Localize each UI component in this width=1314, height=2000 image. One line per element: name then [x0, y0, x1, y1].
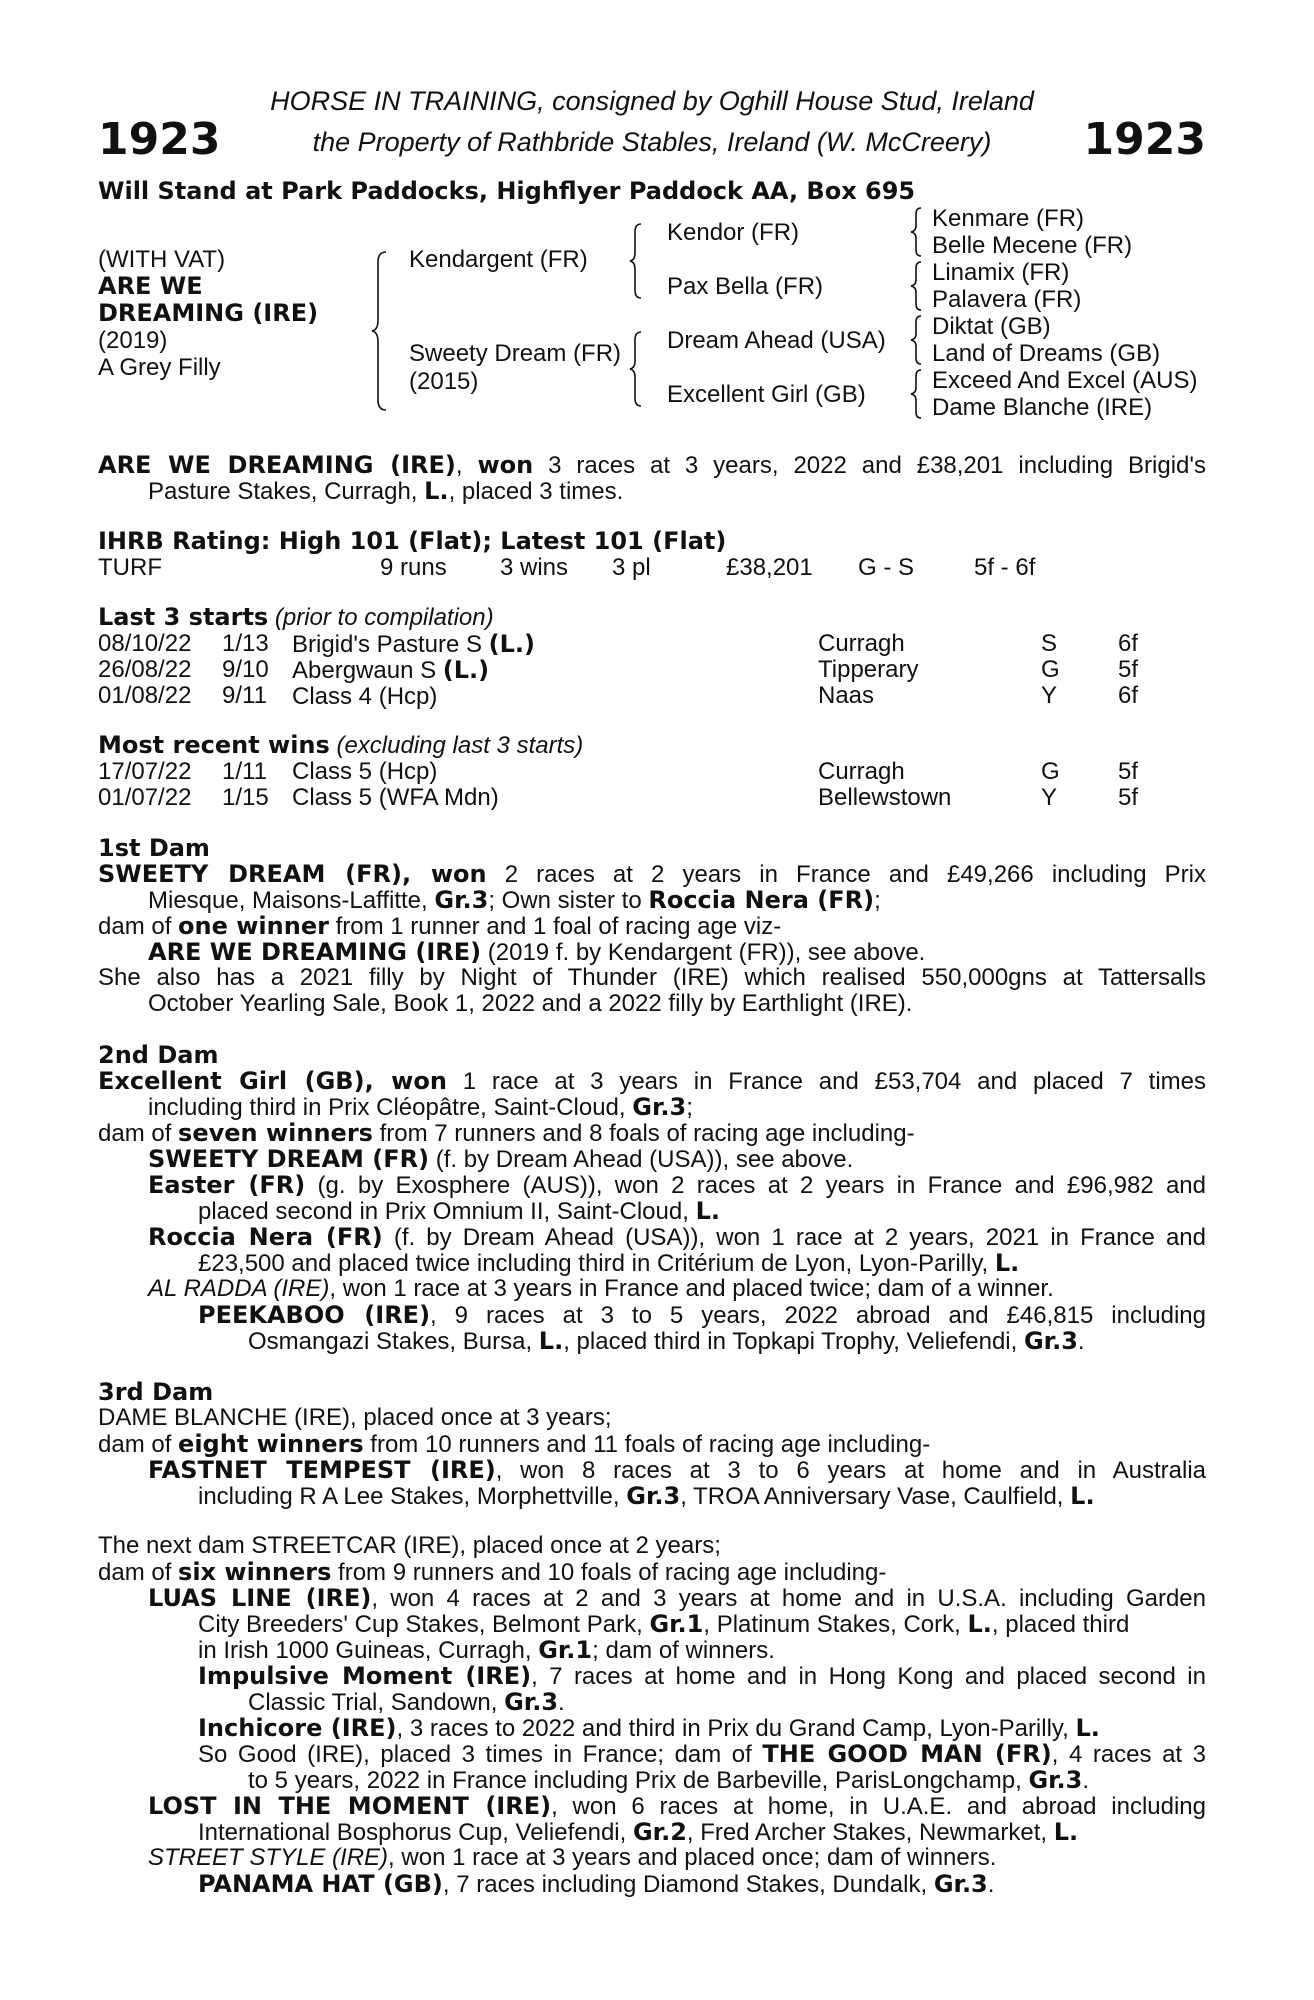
next-progeny-f: STREET STYLE (IRE), won 1 race at 3 years and placed once; dam of winners. [148, 1844, 997, 1871]
pedigree-dam-sire: Dream Ahead (USA) [667, 327, 886, 354]
rating-distance: 5f - 6f [974, 554, 1036, 581]
rating-runs: 9 runs [380, 554, 447, 581]
rating-wins: 3 wins [500, 554, 569, 581]
pedigree-sire: Kendargent (FR) [409, 246, 588, 273]
lot-number-left: 1923 [98, 114, 221, 165]
lot-number-right: 1923 [1083, 114, 1206, 165]
vat-note: (WITH VAT) [98, 246, 226, 273]
rating-earnings: £38,201 [726, 554, 813, 581]
recent-wins-heading: Most recent wins (excluding last 3 starts) [98, 731, 584, 759]
dam2-progeny-3-cont: £23,500 and placed twice including third in Critérium de Lyon, Lyon-Parilly, L. [198, 1249, 1020, 1277]
pedigree-ds-dam: Land of Dreams (GB) [932, 340, 1161, 367]
pedigree-sire-sire: Kendor (FR) [667, 219, 800, 246]
stand-location: Will Stand at Park Paddocks, Highflyer Paddock AA, Box 695 [98, 177, 916, 205]
pedigree-sire-dam: Pax Bella (FR) [667, 273, 824, 300]
next-progeny-e-cont: International Bosphorus Cup, Veliefendi, Gr.2, Fred Archer Stakes, Newmarket, L. [198, 1818, 1079, 1846]
dam1-line-5: She also has a 2021 filly by Night of Thunder (IRE) which realised 550,000gns at Tattersalls [98, 964, 1206, 991]
pedigree-ss-sire: Kenmare (FR) [932, 205, 1085, 232]
pedigree-brace-ss [908, 206, 924, 258]
dam2-progeny-1: SWEETY DREAM (FR) (f. by Dream Ahead (USA)), see above. [148, 1145, 854, 1173]
dam3-heading: 3rd Dam [98, 1378, 214, 1406]
next-progeny-a-cont-1: City Breeders' Cup Stakes, Belmont Park, Gr.1, Platinum Stakes, Cork, L., placed third [198, 1610, 1130, 1638]
next-dam-line-1: The next dam STREETCAR (IRE), placed once at 2 years; [98, 1532, 721, 1559]
pedigree-dam-dam: Excellent Girl (GB) [667, 381, 866, 408]
dam2-progeny-4: AL RADDA (IRE), won 1 race at 3 years in France and placed twice; dam of a winner. [148, 1275, 1054, 1302]
dam1-line-2: Miesque, Maisons-Laffitte, Gr.3; Own sister to Roccia Nera (FR); [148, 886, 881, 914]
next-progeny-a: LUAS LINE (IRE), won 4 races at 2 and 3 years at home and in U.S.A. including Garden [148, 1584, 1206, 1612]
next-dam-line-2: dam of six winners from 9 runners and 10 foals of racing age including- [98, 1558, 887, 1586]
pedigree-ss-dam: Belle Mecene (FR) [932, 232, 1133, 259]
last3-heading: Last 3 starts (prior to compilation) [98, 603, 494, 631]
dam3-line-2: dam of eight winners from 10 runners and 11 foals of racing age including- [98, 1430, 931, 1458]
rating-places: 3 pl [612, 554, 651, 581]
rating-title: IHRB Rating: High 101 (Flat); Latest 101 (Flat) [98, 527, 727, 555]
next-progeny-b: Impulsive Moment (IRE), 7 races at home and in Hong Kong and placed second in [198, 1662, 1206, 1690]
pedigree-brace-dam [628, 330, 644, 408]
dam1-progeny: ARE WE DREAMING (IRE) (2019 f. by Kendargent (FR)), see above. [148, 938, 926, 966]
horse-description: A Grey Filly [98, 354, 221, 381]
rating-surface: TURF [98, 554, 162, 581]
summary-line-2: Pasture Stakes, Curragh, L., placed 3 times. [148, 477, 624, 505]
horse-name-line-2: DREAMING (IRE) [98, 299, 319, 327]
horse-year: (2019) [98, 327, 168, 354]
pedigree-ds-sire: Diktat (GB) [932, 313, 1051, 340]
dam2-line-1: Excellent Girl (GB), won 1 race at 3 years in France and £53,704 and placed 7 times [98, 1067, 1207, 1095]
next-progeny-b-cont: Classic Trial, Sandown, Gr.3. [248, 1688, 565, 1716]
next-progeny-d-cont: to 5 years, 2022 in France including Prix de Barbeville, ParisLongchamp, Gr.3. [248, 1766, 1090, 1794]
dam2-line-3: dam of seven winners from 7 runners and 8 foals of racing age including- [98, 1119, 915, 1147]
pedigree-brace-main [370, 250, 390, 412]
dam2-progeny-5-cont: Osmangazi Stakes, Bursa, L., placed third in Topkapi Trophy, Veliefendi, Gr.3. [248, 1327, 1085, 1355]
consignment-line-2: the Property of Rathbride Stables, Ireland (W. McCreery) [312, 127, 992, 157]
summary-line-1: ARE WE DREAMING (IRE), won 3 races at 3 years, 2022 and £38,201 including Brigid's [98, 451, 1206, 479]
summary-horse-name: ARE WE DREAMING (IRE) [98, 451, 456, 479]
dam1-line-6: October Yearling Sale, Book 1, 2022 and a 2022 filly by Earthlight (IRE). [148, 990, 913, 1017]
dam2-line-2: including third in Prix Cléopâtre, Saint-Cloud, Gr.3; [148, 1093, 693, 1121]
next-progeny-c: Inchicore (IRE), 3 races to 2022 and third in Prix du Grand Camp, Lyon-Parilly, L. [198, 1714, 1100, 1742]
dam3-line-1: DAME BLANCHE (IRE), placed once at 3 years; [98, 1404, 612, 1431]
consignment-line-1: HORSE IN TRAINING, consigned by Oghill House Stud, Ireland [270, 86, 1034, 116]
pedigree-dd-dam: Dame Blanche (IRE) [932, 394, 1153, 421]
rating-going: G - S [858, 554, 915, 581]
next-progeny-g: PANAMA HAT (GB), 7 races including Diamond Stakes, Dundalk, Gr.3. [198, 1870, 995, 1898]
pedigree-brace-sd [908, 260, 924, 312]
dam2-progeny-2: Easter (FR) (g. by Exosphere (AUS)), won 2 races at 2 years in France and £96,982 and [148, 1171, 1206, 1199]
dam2-progeny-3: Roccia Nera (FR) (f. by Dream Ahead (USA)), won 1 race at 2 years, 2021 in France and [148, 1223, 1206, 1251]
next-progeny-e: LOST IN THE MOMENT (IRE), won 6 races at home, in U.A.E. and abroad including [148, 1792, 1207, 1820]
pedigree-dam: Sweety Dream (FR) [409, 340, 622, 367]
catalogue-page: 1923 1923 HORSE IN TRAINING, consigned by Oghill House Stud, Ireland the Property of Rathbride Stables, Ireland (W. McCreery) Will Stand at Park Paddocks, Highflyer Paddock AA, Box 695 (WITH VAT) ARE WE DREAMING (IRE) (2019) A Grey Filly Kendargent (FR) Sweety Dream (FR) (2015) Kendor (FR) Pax Bella (FR) Dream Ahead (USA) Excellent Girl (GB) Kenmare (FR) Belle Mecene (FR) Linamix (FR) Palavera (FR) Diktat (GB) Land of Dreams (GB) Exceed And Excel (AUS) Dame Blanche (IRE) ARE WE DREAMING (IRE), won 3 races at 3 years, 2022 and £38,201 including Brigid's Pasture Stakes, Curragh, L., placed 3 times. IHRB Rating: High 101 (Flat); Latest 101 (Flat) TURF 9 runs 3 wins 3 pl £38,201 G - S 5f - 6f Last 3 starts (prior to compilation) 08/10/22 1/13 Brigid's Pasture S (L.) Curragh S 6f 26/08/22 9/10 Abergwaun S (L.) Tipperary G 5f 01/08/22 9/11 Class 4 (Hcp) Naas Y 6f Most recent wins (excluding last 3 starts) 17/07/22 1/11 Class 5 (Hcp) Curragh G 5f 01/07/22 1/15 Class 5 (WFA Mdn) Bellewstown Y 5f 1st Dam SWEETY DREAM (FR), won 2 races at 2 years in France and £49,266 including Prix Miesque, Maisons-Laffitte, Gr.3; Own sister to Roccia Nera (FR); dam of one winner from 1 runner and 1 foal of racing age viz- ARE WE DREAMING (IRE) (2019 f. by Kendargent (FR)), see above. She also has a 2021 filly by Night of Thunder (IRE) which realised 550,000gns at Tattersalls October Yearling Sale, Book 1, 2022 and a 2022 filly by Earthlight (IRE). 2nd Dam Excellent Girl (GB), won 1 race at 3 years in France and £53,704 and placed 7 times including third in Prix Cléopâtre, Saint-Cloud, Gr.3; dam of seven winners from 7 runners and 8 foals of racing age including- SWEETY DREAM (FR) (f. by Dream Ahead (USA)), see above. Easter (FR) (g. by Exosphere (AUS)), won 2 races at 2 years in France and £96,982 and placed second in Prix Omnium II, Saint-Cloud, L. Roccia Nera (FR) (f. by Dream Ahead (USA)), won 1 race at 2 years, 2021 in France and £23,500 and placed twice including third in Critérium de Lyon, Lyon-Parilly, L. AL RADDA (IRE), won 1 race at 3 years in France and placed twice; dam of a winner. PEEKABOO (IRE), 9 races at 3 to 5 years, 2022 abroad and £46,815 including Osmangazi Stakes, Bursa, L., placed third in Topkapi Trophy, Veliefendi, Gr.3. 3rd Dam DAME BLANCHE (IRE), placed once at 3 years; dam of eight winners from 10 runners and 11 foals of racing age including- FASTNET TEMPEST (IRE), won 8 races at 3 to 6 years at home and in Australia including R A Lee Stakes, Morphettville, Gr.3, TROA Anniversary Vase, Caulfield, L. The next dam STREETCAR (IRE), placed once at 2 years; dam of six winners from 9 runners and 10 foals of racing age including- LUAS LINE (IRE), won 4 races at 2 and 3 years at home and in U.S.A. including Garden City Breeders' Cup Stakes, Belmont Park, Gr.1, Platinum Stakes, Cork, L., placed third in Irish 1000 Guineas, Curragh, Gr.1; dam of winners. Impulsive Moment (IRE), 7 races at home and in Hong Kong and placed second in Classic Trial, Sandown, Gr.3. Inchicore (IRE), 3 races to 2022 and third in Prix du Grand Camp, Lyon-Parilly, L. So Good (IRE), placed 3 times in France; dam of THE GOOD MAN (FR), 4 races at 3 to 5 years, 2022 in France including Prix de Barbeville, ParisLongchamp, Gr.3. LOST IN THE MOMENT (IRE), won 6 races at home, in U.A.E. and abroad including International Bosphorus Cup, Veliefendi, Gr.2, Fred Archer Stakes, Newmarket, L. STREET STYLE (IRE), won 1 race at 3 years and placed once; dam of winners. PANAMA HAT (GB), 7 races including Diamond Stakes, Dundalk, Gr.3. [98, 86, 1207, 1898]
pedigree-brace-dd [908, 368, 924, 420]
dam2-progeny-2-cont: placed second in Prix Omnium II, Saint-Cloud, L. [198, 1197, 720, 1225]
pedigree-dd-sire: Exceed And Excel (AUS) [932, 367, 1198, 394]
dam1-line-1: SWEETY DREAM (FR), won 2 races at 2 years in France and £49,266 including Prix [98, 860, 1207, 888]
dam3-progeny-1: FASTNET TEMPEST (IRE), won 8 races at 3 to 6 years at home and in Australia [148, 1456, 1206, 1484]
dam3-progeny-1-cont: including R A Lee Stakes, Morphettville, Gr.3, TROA Anniversary Vase, Caulfield, L. [198, 1482, 1095, 1510]
pedigree-sd-sire: Linamix (FR) [932, 259, 1070, 286]
dam1-heading: 1st Dam [98, 834, 210, 862]
horse-name-line-1: ARE WE [98, 272, 203, 300]
pedigree-dam-year: (2015) [409, 368, 479, 395]
pedigree-sd-dam: Palavera (FR) [932, 286, 1082, 313]
next-progeny-d: So Good (IRE), placed 3 times in France; dam of THE GOOD MAN (FR), 4 races at 3 [198, 1740, 1206, 1768]
pedigree-brace-sire [628, 222, 644, 300]
dam2-heading: 2nd Dam [98, 1041, 219, 1069]
dam2-progeny-5: PEEKABOO (IRE), 9 races at 3 to 5 years, 2022 abroad and £46,815 including [198, 1301, 1207, 1329]
pedigree-brace-ds [908, 314, 924, 366]
next-progeny-a-cont-2: in Irish 1000 Guineas, Curragh, Gr.1; dam of winners. [198, 1636, 775, 1664]
dam1-line-3: dam of one winner from 1 runner and 1 foal of racing age viz- [98, 912, 782, 940]
